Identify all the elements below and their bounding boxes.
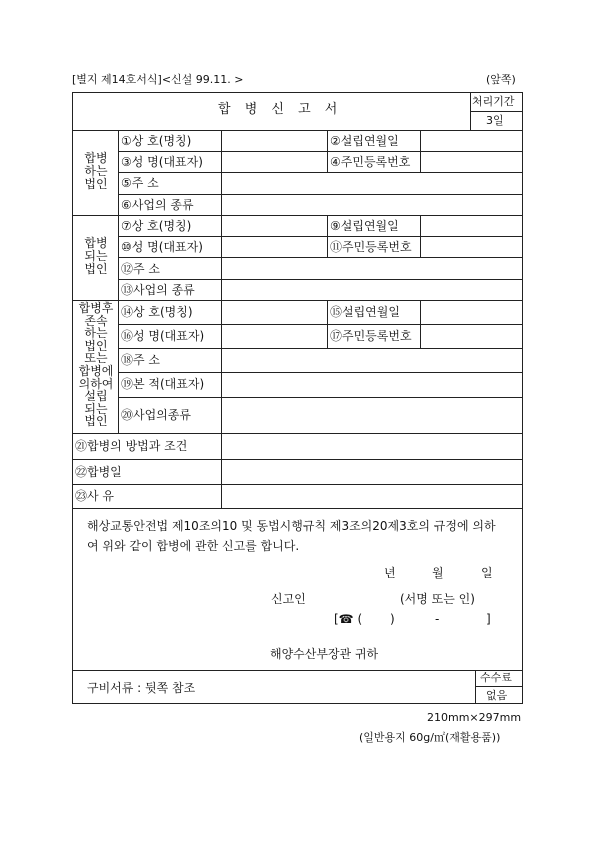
field-label-representative: ③성 명(대표자) — [121, 155, 203, 169]
processing-period-value: 3일 — [486, 114, 504, 127]
phone-dash: - — [435, 612, 440, 626]
signature-label: (서명 또는 인) — [400, 592, 475, 606]
divider — [72, 670, 523, 671]
declaration-text: 해상교통안전법 제10조의10 및 동법시행규칙 제3조의20제3호의 규정에 의하여 위와 같이 합병에 관한 신고를 합니다. — [87, 519, 496, 553]
fee-label: 수수료 — [480, 671, 512, 684]
date-month-label: 월 — [432, 566, 444, 580]
divider — [118, 194, 523, 195]
section-surviving-corp-label: 합병후 존속 하는 법인 또는 합병에 의하여 설립 되는 법인 — [78, 301, 114, 429]
field-label-representative: ⑩성 명(대표자) — [121, 240, 203, 254]
paper-type: (일반용지 60g/㎡(재활용품)) — [359, 731, 501, 744]
divider — [72, 215, 523, 216]
field-label-established-date: ②설립연월일 — [330, 134, 399, 148]
form-title: 합 병 신 고 서 — [218, 102, 343, 117]
divider — [118, 324, 523, 325]
divider — [72, 433, 523, 434]
divider — [470, 111, 523, 112]
field-label-address: ⑱주 소 — [121, 353, 160, 367]
section-merging-corp-label: 합병 하는 법인 — [84, 151, 108, 191]
divider — [72, 484, 523, 485]
processing-period-label: 처리기간 — [472, 95, 515, 108]
paper-size: 210mm×297mm — [427, 711, 522, 724]
fee-value: 없음 — [486, 689, 508, 702]
divider — [475, 686, 523, 687]
field-label-address: ⑫주 소 — [121, 262, 160, 276]
required-documents-label: 구비서류 : 뒷쪽 참조 — [87, 681, 196, 695]
divider — [118, 236, 523, 237]
divider — [420, 300, 421, 348]
divider — [118, 397, 523, 398]
divider — [118, 279, 523, 280]
field-label-registered-domicile: ⑲본 적(대표자) — [121, 377, 205, 391]
field-label-trade-name: ①상 호(명칭) — [121, 134, 192, 148]
field-label-merger-method: ㉑합병의 방법과 조건 — [75, 439, 188, 453]
divider — [72, 130, 523, 131]
field-label-business-type: ⑳사업의종류 — [121, 408, 191, 422]
divider — [118, 372, 523, 373]
field-label-established-date: ⑮설립연월일 — [330, 305, 400, 319]
divider — [327, 300, 328, 348]
phone-open: [☎ ( — [334, 612, 363, 626]
divider — [72, 300, 523, 301]
field-label-resident-number: ④주민등록번호 — [330, 155, 411, 169]
section-merged-corp-label: 합병 되는 법인 — [84, 236, 108, 276]
date-day-label: 일 — [481, 566, 493, 580]
field-label-trade-name: ⑦상 호(명칭) — [121, 219, 192, 233]
field-label-representative: ⑯성 명(대표자) — [121, 329, 205, 343]
divider — [118, 172, 523, 173]
field-label-address: ⑤주 소 — [121, 176, 159, 190]
phone-close-paren: ) — [390, 612, 395, 626]
page-side-label: (앞쪽) — [486, 73, 516, 86]
field-label-business-type: ⑥사업의 종류 — [121, 198, 194, 212]
divider — [475, 670, 476, 704]
divider — [327, 215, 328, 258]
divider — [420, 215, 421, 258]
field-label-resident-number: ⑪주민등록번호 — [330, 240, 412, 254]
divider — [327, 130, 328, 173]
form-number: [별지 제14호서식]<신설 99.11. > — [72, 73, 244, 86]
field-label-reason: ㉓사 유 — [75, 489, 114, 503]
applicant-label: 신고인 — [271, 592, 306, 606]
divider — [72, 508, 523, 509]
divider — [470, 92, 471, 130]
divider — [118, 130, 119, 433]
divider — [118, 348, 523, 349]
date-year-label: 년 — [384, 566, 396, 580]
addressee: 해양수산부장관 귀하 — [270, 647, 379, 661]
field-label-merger-date: ㉒합병일 — [75, 465, 122, 479]
field-label-established-date: ⑨설립연월일 — [330, 219, 399, 233]
field-label-business-type: ⑬사업의 종류 — [121, 283, 195, 297]
divider — [118, 151, 523, 152]
field-label-trade-name: ⑭상 호(명칭) — [121, 305, 193, 319]
divider — [72, 459, 523, 460]
divider — [118, 257, 523, 258]
phone-end: ] — [486, 612, 491, 626]
divider — [221, 130, 222, 508]
divider — [420, 130, 421, 173]
field-label-resident-number: ⑰주민등록번호 — [330, 329, 412, 343]
